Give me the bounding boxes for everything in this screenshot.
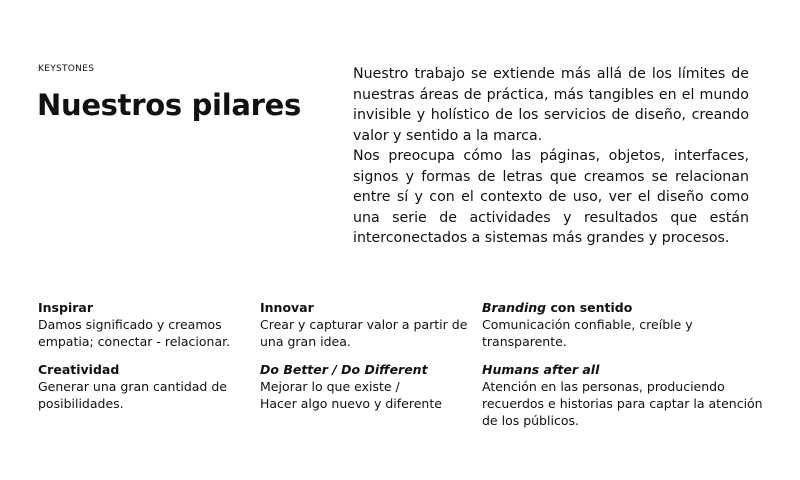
pillar-description: Damos significado y creamos empatia; conectar - relacionar. [38, 317, 231, 349]
intro-text [353, 64, 749, 249]
page-title: Nuestros pilares [37, 88, 301, 122]
pillar-branding [482, 299, 697, 350]
eyebrow-label: KEYSTONES [38, 64, 95, 74]
intro-paragraph-1: Nuestro trabajo se extiende más allá de los límites de nuestras áreas de práctica, más tangibles en el mundo invisible y holístico de los servicios de diseño, creando valor y sentido a la marca. [353, 66, 749, 144]
pillar-humans [482, 361, 772, 429]
pillar-heading: Inspirar [38, 300, 93, 315]
pillar-heading: Innovar [260, 300, 314, 315]
pillar-description: Comunicación confiable, creíble y transparente. [482, 317, 693, 349]
pillar-description: Crear y capturar valor a partir de una gran idea. [260, 317, 468, 349]
pillar-heading-rest: con sentido [546, 300, 633, 315]
pillar-innovar [260, 299, 475, 350]
pillar-heading: Humans after all [482, 362, 600, 377]
pillar-inspirar [38, 299, 253, 350]
pillar-description-line-1: Mejorar lo que existe / [260, 379, 400, 394]
pillar-heading [482, 299, 697, 316]
pillar-heading-italic: Branding [482, 300, 547, 315]
pillar-description: Atención en las personas, produciendo recuerdos e historias para captar la atención de los públicos. [482, 379, 763, 428]
pillar-heading: Do Better / Do Different [260, 362, 428, 377]
intro-paragraph-2: Nos preocupa cómo las páginas, objetos, interfaces, signos y formas de letras que creamos se relacionan entre sí y con el contexto de uso, ver el diseño como una serie de actividades y resultados que están interconectados a sistemas más grandes y procesos. [353, 148, 749, 246]
pillar-description-line-2: Hacer algo nuevo y diferente [260, 396, 442, 411]
pillar-description: Generar una gran cantidad de posibilidades. [38, 379, 227, 411]
pillar-creatividad [38, 361, 253, 412]
pillar-heading: Creatividad [38, 362, 120, 377]
pillar-do-better [260, 361, 475, 412]
